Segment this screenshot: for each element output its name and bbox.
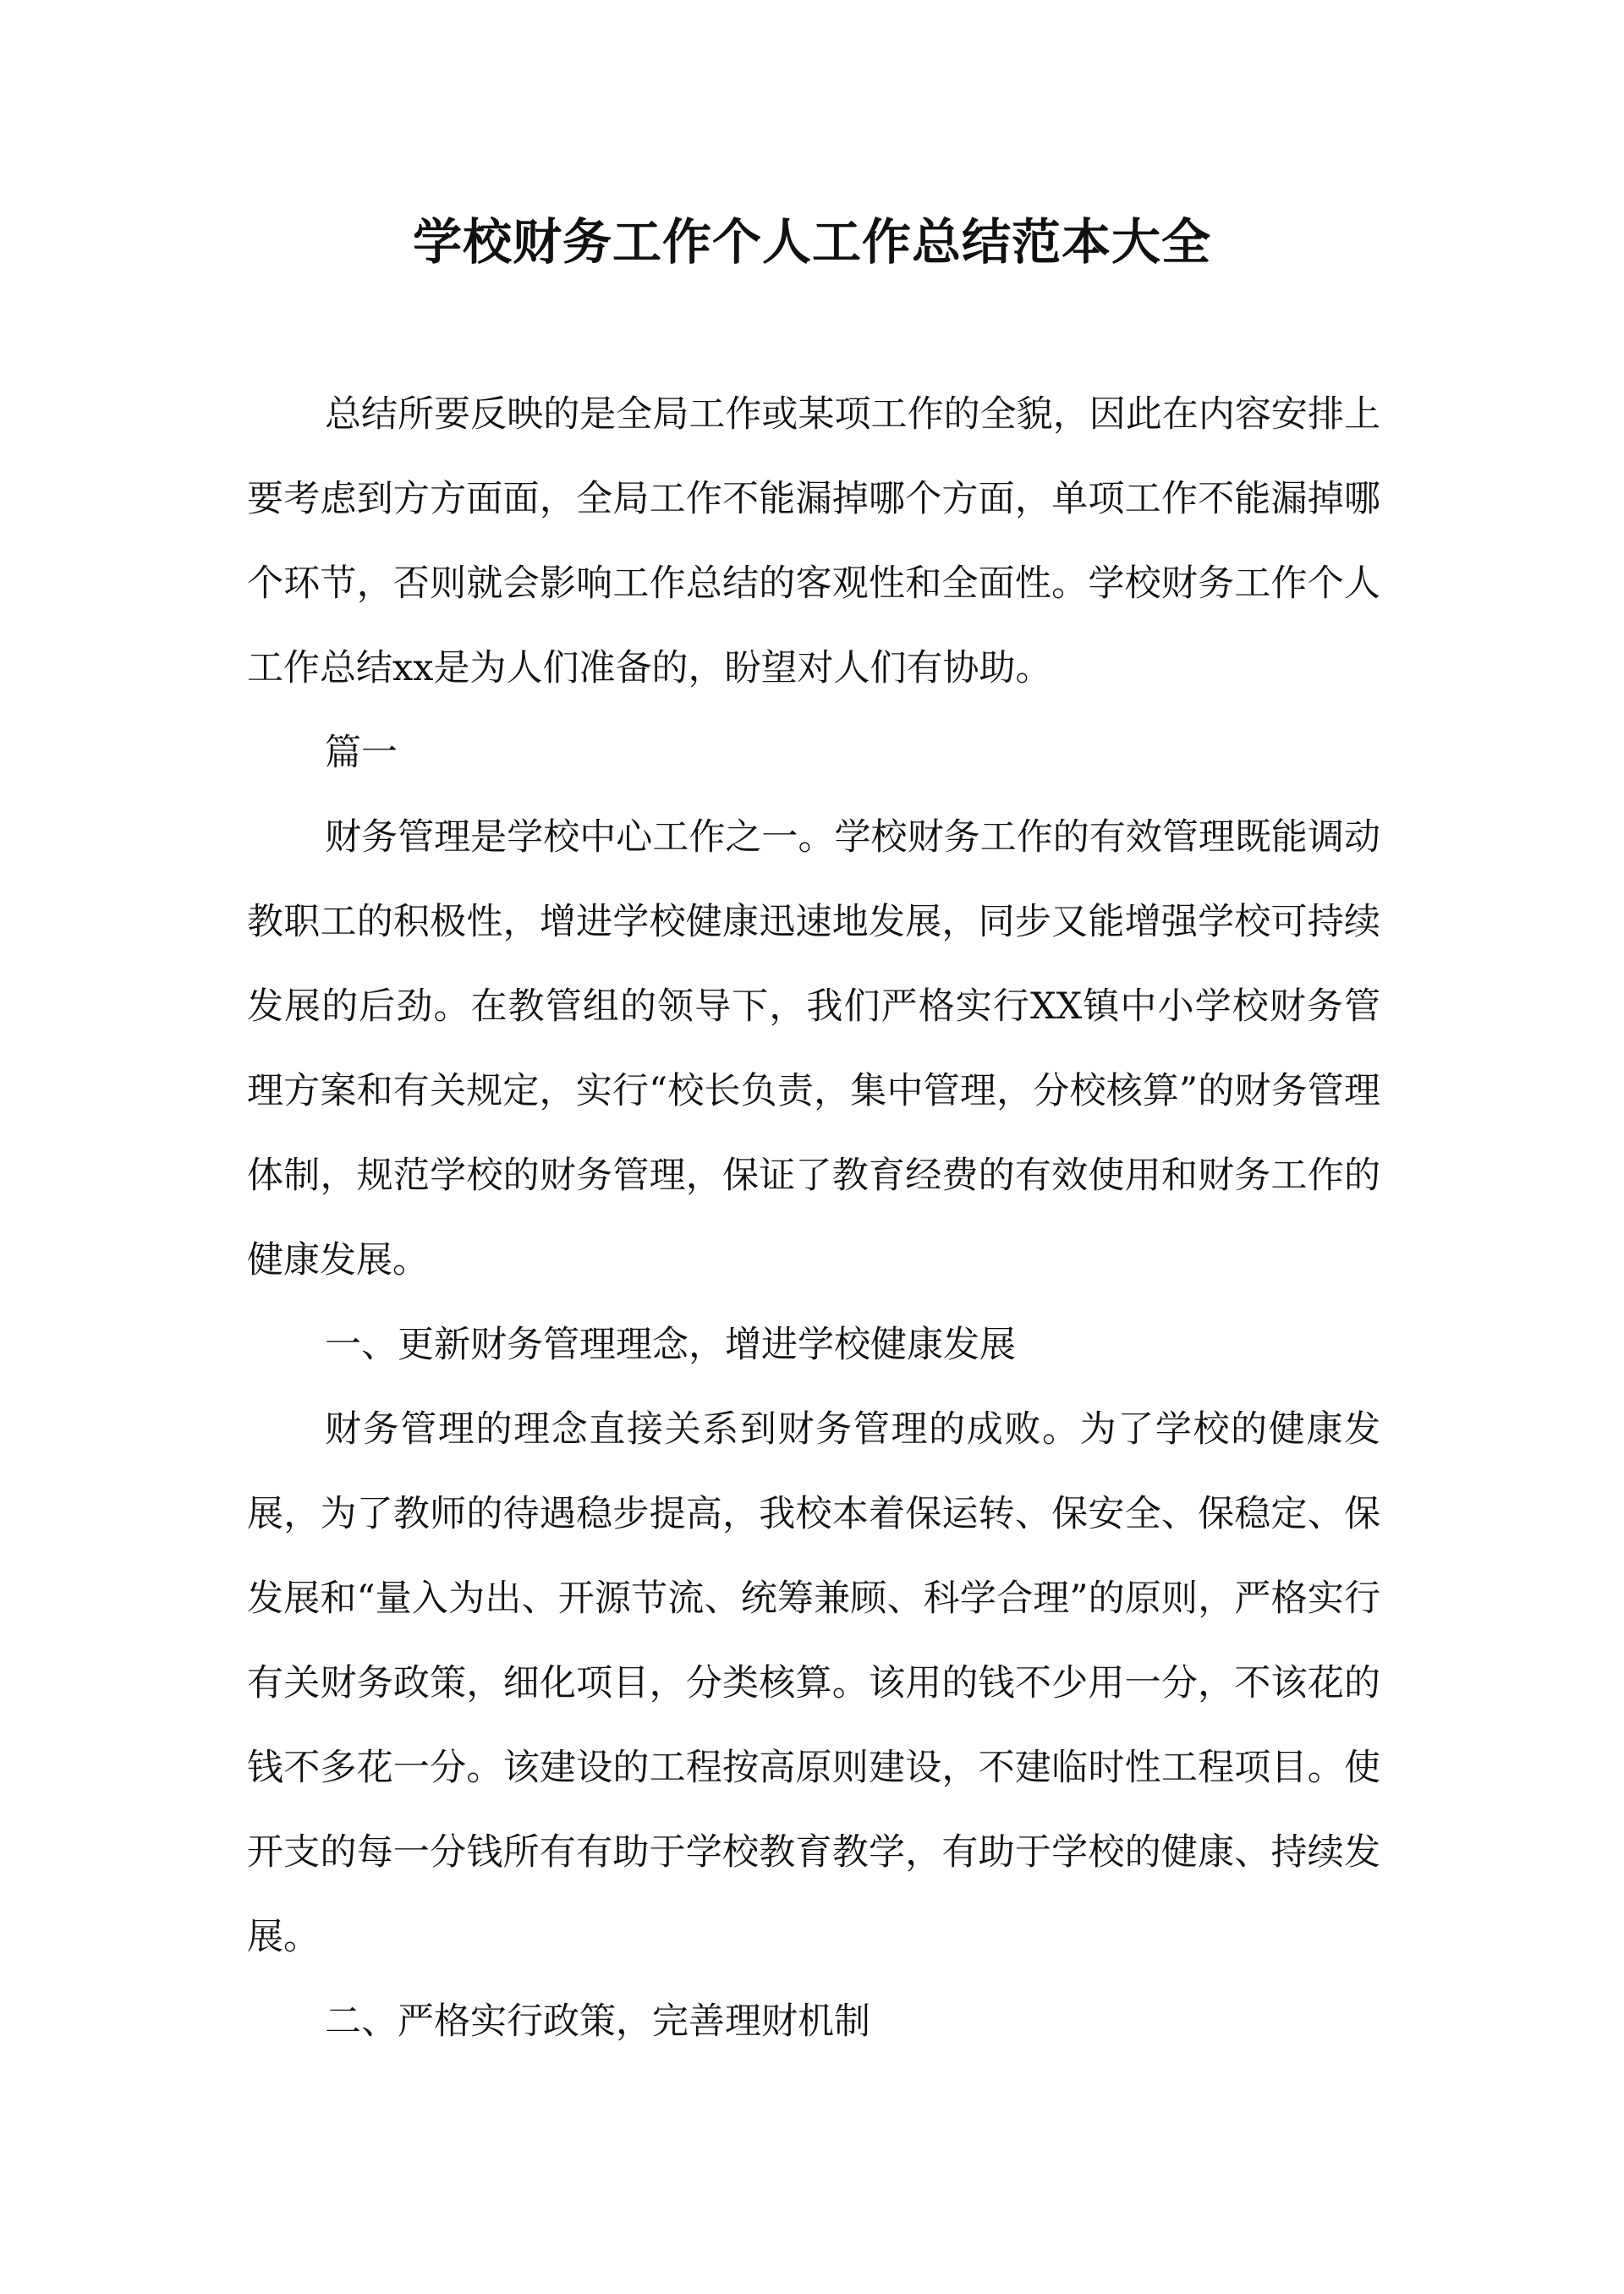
section-heading-1: 一、更新财务管理理念，增进学校健康发展 — [325, 1324, 1016, 1366]
paragraph-financial-management: 财务管理是学校中心工作之一。学校财务工作的有效管理既能调动教职工的积极性，增进学校健康迅速地发展，同步又能增强学校可持续发展的后劲。在教管组的领导下，我们严格实行XX镇中小学校财务管理方案和有关规定，实行“校长负责，集中管理，分校核算”的财务管理体制，规范学校的财务管理，保证了教育经费的有效使用和财务工作的健康发展。 — [247, 816, 1380, 1281]
document-body — [247, 372, 1380, 2064]
document-title: 学校财务工作个人工作总结范本大全 — [412, 213, 1211, 271]
intro-paragraph: 总结所要反映的是全局工作或某项工作的全貌，因此在内容安排上要考虑到方方面面，全局工作不能漏掉哪个方面，单项工作不能漏掉哪个环节，否则就会影响工作总结的客观性和全面性。学校财务工作个人工作总结xx是为人们准备的，盼望对人们有协助。 — [247, 393, 1380, 689]
section-heading-2: 二、严格实行政策，完善理财机制 — [325, 2000, 870, 2043]
paragraph-management-concept: 财务管理的理念直接关系到财务管理的成败。为了学校的健康发展，为了教师的待遇稳步提高，我校本着保运转、保安全、保稳定、保发展和“量入为出、开源节流、统筹兼顾、科学合理”的原则，严格实行有关财务政策，细化项目，分类核算。该用的钱不少用一分，不该花的钱不多花一分。该建设的工程按高原则建设，不建临时性工程项目。使开支的每一分钱所有有助于学校教育教学，有助于学校的健康、持续发展。 — [247, 1408, 1380, 1958]
part-label: 篇一 — [325, 732, 398, 774]
